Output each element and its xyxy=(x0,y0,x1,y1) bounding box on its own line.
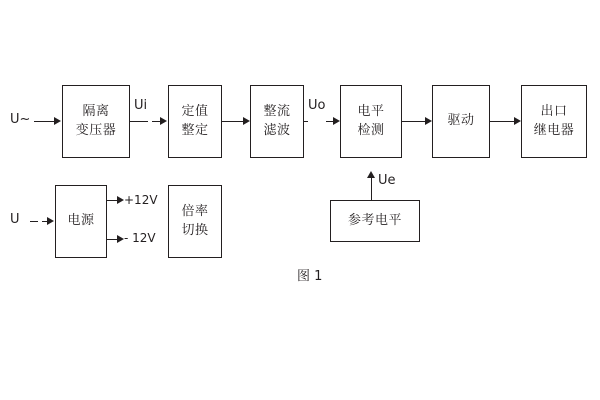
block-reference-level-line-1: 参考电平 xyxy=(347,212,402,228)
label-uo: Uo xyxy=(308,98,326,113)
arrow-plus-12v xyxy=(117,196,124,204)
block-level-detection-line-2: 检测 xyxy=(357,122,385,138)
connector-isolation-to-setting-b xyxy=(152,121,160,122)
label-minus-12v: - 12V xyxy=(124,231,156,245)
block-output-relay-line-2: 继电器 xyxy=(533,122,575,138)
connector-rectifier-to-level-b xyxy=(326,121,333,122)
label-input-ac: U~ xyxy=(10,112,31,127)
block-multiplier-switch-line-1: 倍率 xyxy=(181,203,209,219)
block-fixed-value-setting xyxy=(168,85,222,158)
arrow-reference-to-level xyxy=(367,171,375,178)
connector-input-ac xyxy=(34,121,54,122)
block-multiplier-switch-line-2: 切换 xyxy=(181,222,209,238)
block-level-detection xyxy=(340,85,402,158)
connector-input-dc-a xyxy=(30,221,38,222)
arrow-level-to-drive xyxy=(425,117,432,125)
block-power-supply xyxy=(55,185,107,258)
block-output-relay-line-1: 出口 xyxy=(540,103,568,119)
connector-setting-to-rectifier xyxy=(222,121,243,122)
connector-level-to-drive xyxy=(402,121,425,122)
connector-isolation-to-setting-a xyxy=(130,121,148,122)
figure-caption: 图 1 xyxy=(297,269,323,284)
label-ui: Ui xyxy=(134,98,148,113)
block-isolation-transformer-line-2: 变压器 xyxy=(75,122,117,138)
block-drive xyxy=(432,85,490,158)
connector-drive-to-relay xyxy=(490,121,514,122)
label-ue: Ue xyxy=(378,173,396,188)
block-drive-line-1: 驱动 xyxy=(447,113,475,129)
arrow-input-ac xyxy=(54,117,61,125)
block-reference-level xyxy=(330,200,420,242)
label-input-dc: U xyxy=(10,212,20,227)
block-output-relay xyxy=(521,85,587,158)
block-fixed-value-setting-line-2: 整定 xyxy=(181,122,209,138)
block-rectifier-filter-line-2: 滤波 xyxy=(263,122,291,138)
arrow-minus-12v xyxy=(117,235,124,243)
block-isolation-transformer xyxy=(62,85,130,158)
block-rectifier-filter xyxy=(250,85,304,158)
connector-rectifier-to-level-a xyxy=(304,121,308,122)
arrow-setting-to-rectifier xyxy=(243,117,250,125)
arrow-isolation-to-setting xyxy=(160,117,167,125)
label-plus-12v: +12V xyxy=(124,193,158,207)
arrow-drive-to-relay xyxy=(514,117,521,125)
block-fixed-value-setting-line-1: 定值 xyxy=(181,103,209,119)
connector-reference-to-level xyxy=(371,178,372,200)
block-isolation-transformer-line-1: 隔离 xyxy=(82,103,110,119)
arrow-rectifier-to-level xyxy=(333,117,340,125)
block-level-detection-line-1: 电平 xyxy=(357,103,385,119)
block-rectifier-filter-line-1: 整流 xyxy=(263,103,291,119)
arrow-input-dc xyxy=(47,217,54,225)
block-power-supply-line-1: 电源 xyxy=(67,213,95,229)
block-multiplier-switch xyxy=(168,185,222,258)
